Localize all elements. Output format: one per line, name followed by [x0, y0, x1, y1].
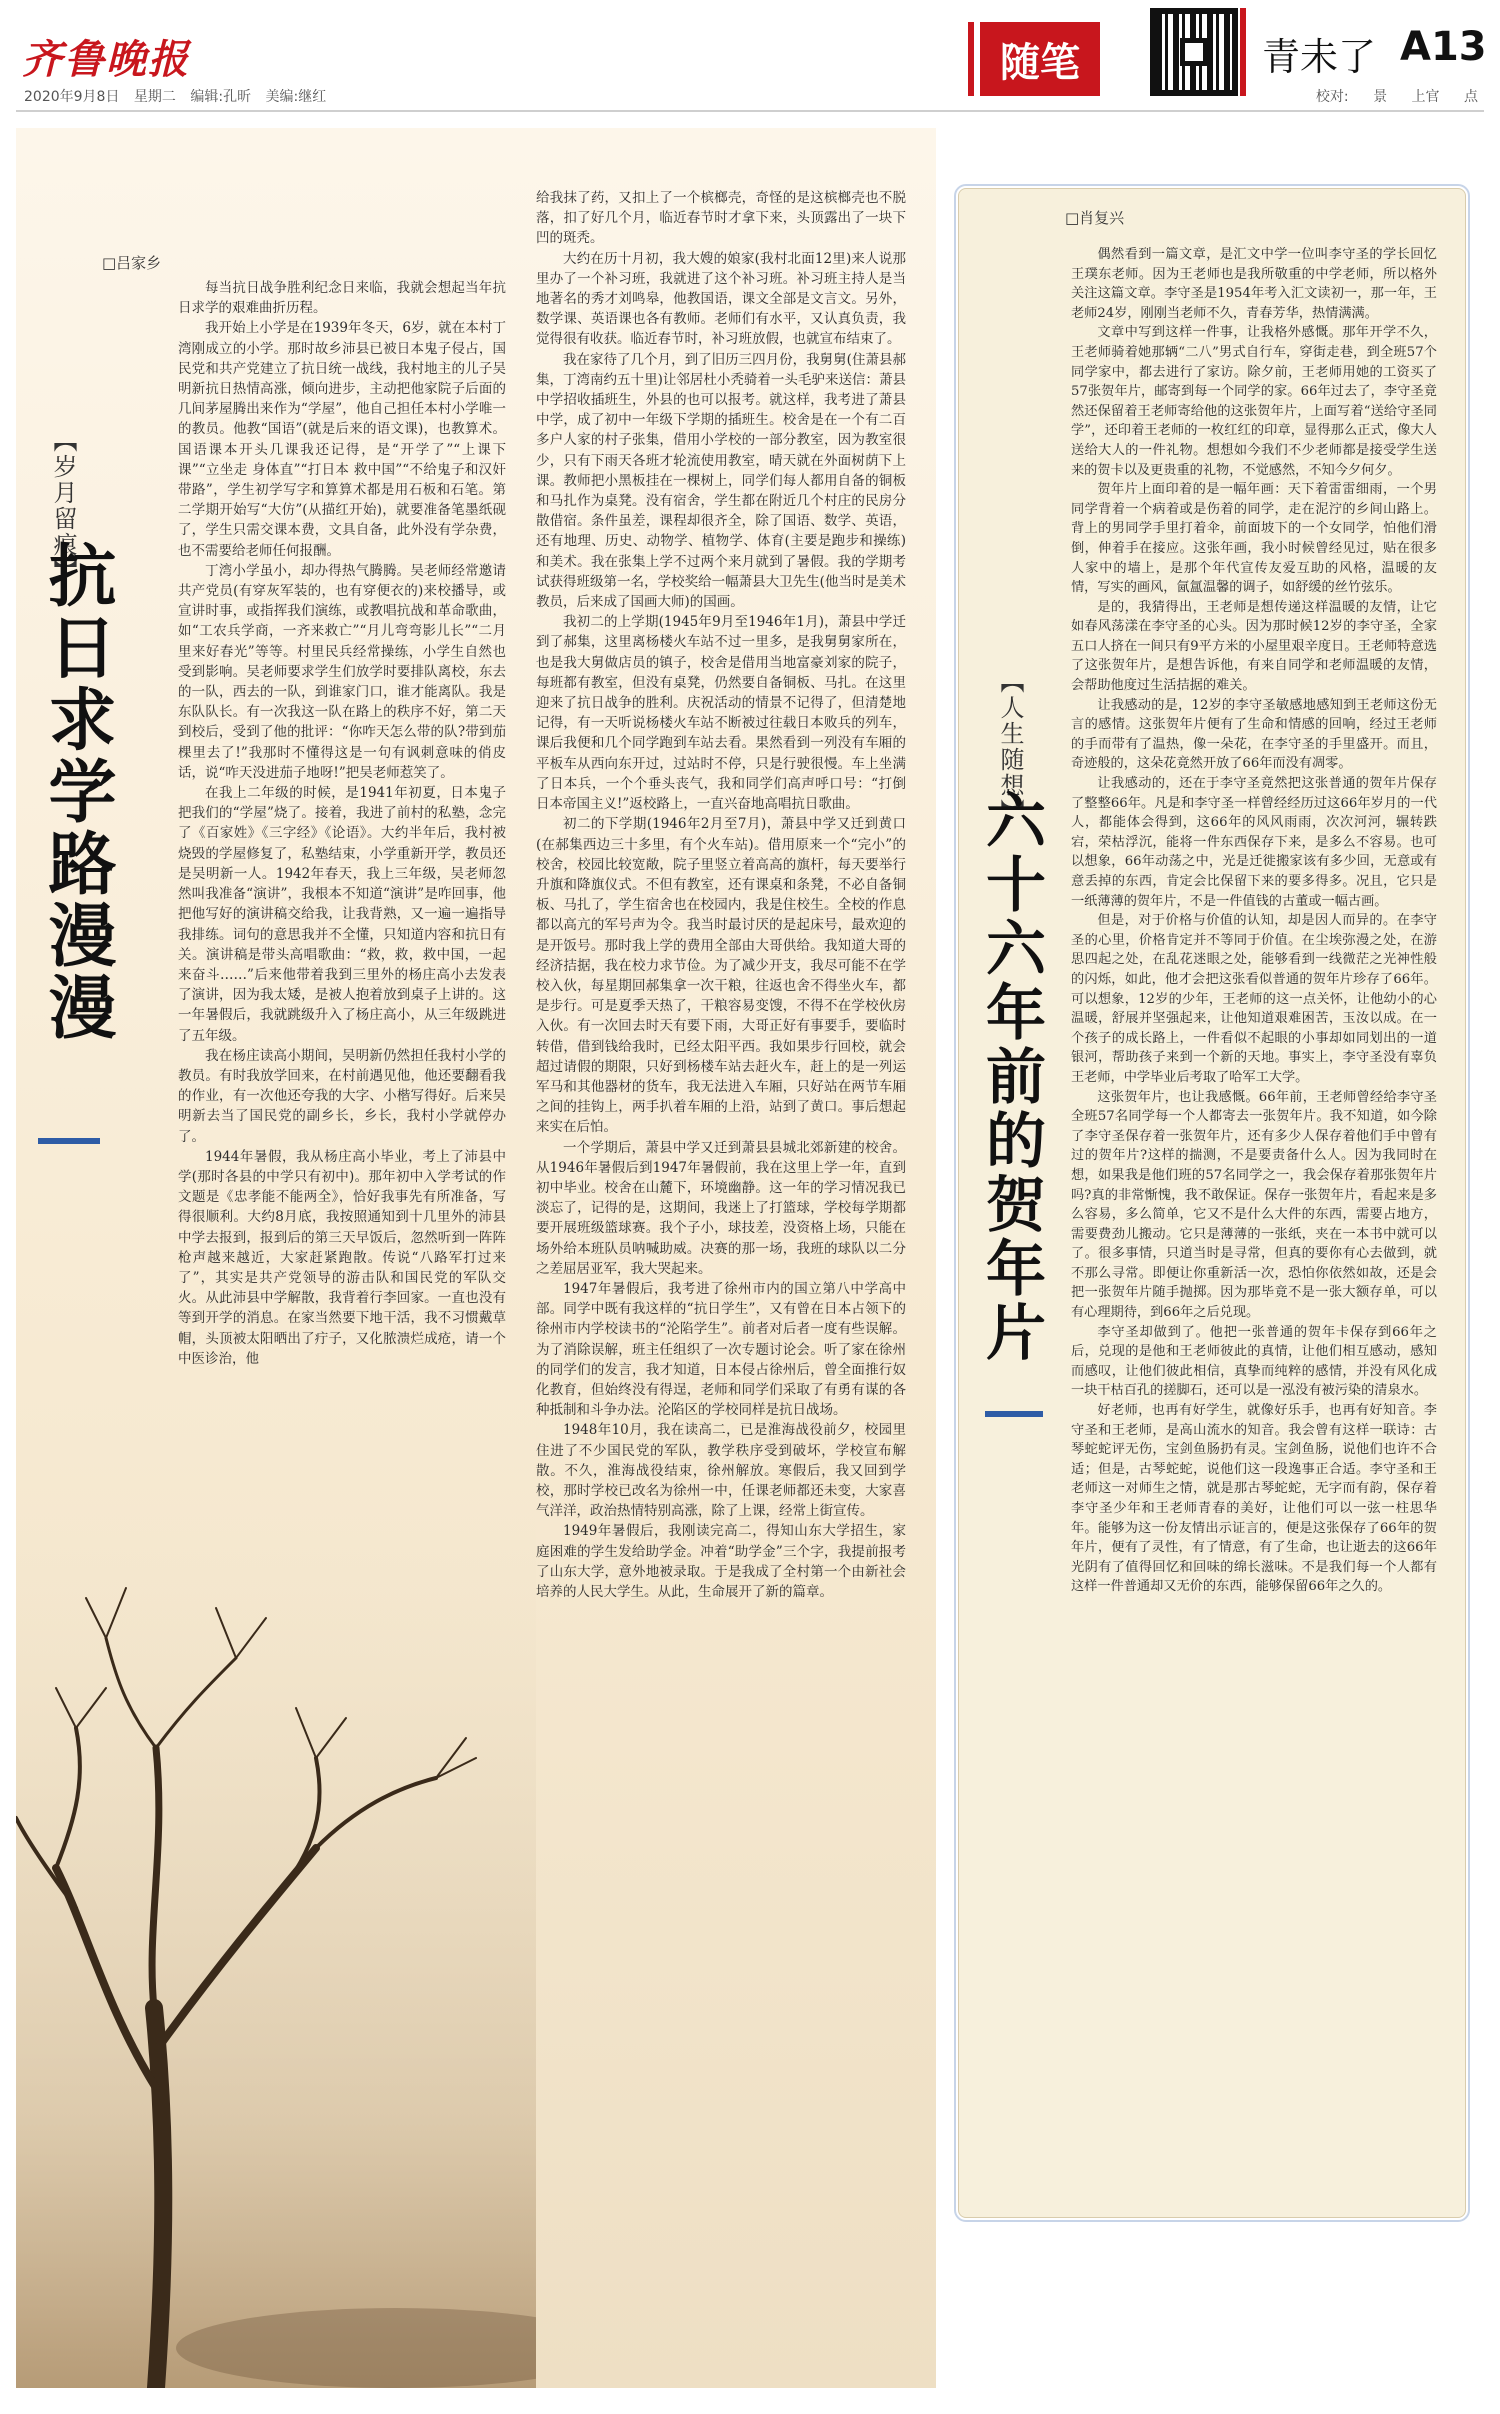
paragraph: 给我抹了药，又扣上了一个槟榔壳，奇怪的是这槟榔壳也不脱落，扣了好几个月，临近春节时才拿下来，头顶露出了一块下凹的斑秃。 — [536, 190, 906, 247]
divider — [1240, 8, 1246, 96]
checker-name: 上官 — [1411, 89, 1440, 105]
right-author: □肖复兴 — [1065, 209, 1125, 227]
right-column-tag: 【人生随想】 — [996, 669, 1024, 825]
page-number: A13 — [1400, 24, 1487, 70]
left-author: □吕家乡 — [102, 254, 162, 272]
paragraph: 我开始上小学是在1939年冬天，6岁，就在本村丁湾刚成立的小学。那时故乡沛县已被日本鬼子侵占，国民党和共产党建立了抗日统一战线，我村地主的儿子吴明新抗日热情高涨，倾向进步，主动把他家院子后面的几间茅屋腾出来作为“学屋”，他自己担任本村小学唯一的教员。他教“国语”(就是后来的语文课)，也教算术。国语课本开头几课我还记得，是“开学了”“上课下课”“立坐走 身体直”“打日本 救中国”“不给鬼子和汉奸带路”，学生初学写字和算算术都是用石板和石笔。第二学期开始写“大仿”(从描红开始)，就要准备笔墨纸砚了，学生只需交课本费，文具自备，此外没有学杂费，也不需要给老师任何报酬。 — [178, 320, 506, 559]
left-article-column-1 — [178, 278, 506, 1369]
masthead — [0, 0, 1500, 120]
paragraph: 1948年10月，我在读高二，已是淮海战役前夕，校园里住进了不少国民党的军队，教学秩序受到破坏，学校宣布解散。不久，淮海战役结束，徐州解放。寒假后，我又回到学校，那时学校已改名为徐州一中，任课老师都还未变，大家喜气洋洋，政治热情特别高涨，除了上课，经常上街宣传。 — [536, 1422, 906, 1520]
paragraph: 每当抗日战争胜利纪念日来临，我就会想起当年抗日求学的艰难曲折历程。 — [178, 280, 506, 317]
section-label: 随笔 — [980, 22, 1100, 96]
paragraph: 这张贺年片，也让我感慨。66年前，王老师曾经给李守圣全班57名同学每一个人都寄去一张贺年片。我不知道，如今除了李守圣保存着一张贺年片，还有多少人保存着他们手中曾有过的贺年片?这样的揣测，不是要责备什么人。因为我同时在想，如果我是他们班的57名同学之一，我会保存着那张贺年片吗?真的非常惭愧，我不敢保证。保存一张贺年片，看起来是多么容易，多么简单，它又不是什么大件的东西，需要占地方，需要费劲儿搬动。它只是薄薄的一张纸，夹在一本书中就可以了。很多事情，只道当时是寻常，但真的要你有心去做到，就不那么寻常。即便让你重新活一次，恐怕你依然如故，还是会把一张贺年片随手抛掷。因为那毕竟不是一张大额存单，可以有心理期待，到66年之后兑现。 — [1071, 1089, 1437, 1321]
paragraph: 我在家待了几个月，到了旧历三四月份，我舅舅(住萧县郝集，丁湾南约五十里)让邻居杜小秃骑着一头毛驴来送信：萧县中学招收插班生，外县的也可以报考。就这样，我考进了萧县中学，成了初中一年级下学期的插班生。校舍是在一个有二百多户人家的村子张集，借用小学校的一部分教室，因为教室很少，只有下雨天各班才轮流使用教室，晴天就在外面树荫下上课。教师把小黑板挂在一棵树上，同学们每人都用自备的铜板和马扎作为桌凳。没有宿舍，学生都在附近几个村庄的民房分散借宿。条件虽差，课程却很齐全，除了国语、数学、英语，还有地理、历史、动物学、植物学、体育(主要是跑步和操练)和美术。我在张集上学不过两个来月就到了暑假。我的学期考试获得班级第一名，学校奖给一幅萧县大卫先生(他当时是美术教员，后来成了国画大师)的国画。 — [536, 351, 906, 611]
header-rule — [16, 110, 1484, 112]
paragraph: 我初二的上学期(1945年9月至1946年1月)，萧县中学迁到了郝集，这里离杨楼火车站不过一里多，是我舅舅家所在，也是我大舅做店员的镇子，校舍是借用当地富豪刘家的院子，每班都有教室，但没有桌凳，仍然要自备铜板、马扎。在这里迎来了抗日战争的胜利。庆祝活动的情景不记得了，但清楚地记得，有一天听说杨楼火车站不断被过往载日本败兵的列车，课后我便和几个同学跑到车站去看。果然看到一列没有车厢的平板车从西向东开过，过站时不停，只是行驶很慢。车上坐满了日本兵，一个个垂头丧气，我和同学们高声呼口号：“打倒日本帝国主义!”返校路上，一直兴奋地高唱抗日歌曲。 — [536, 614, 906, 813]
paragraph: 是的，我猜得出，王老师是想传递这样温暖的友情，让它如春风荡漾在李守圣的心头。因为那时候12岁的李守圣，全家五口人挤在一间只有9平方米的小屋里艰辛度日。王老师特意选了这张贺年片，是想告诉他，有来自同学和老师温暖的友情，会帮助他度过生活拮据的难关。 — [1071, 599, 1437, 694]
right-article-panel — [958, 188, 1466, 2218]
proof-credit — [1316, 86, 1478, 106]
paragraph: 文章中写到这样一件事，让我格外感慨。那年开学不久，王老师骑着她那辆“二八”男式自行车，穿街走巷，到全班57个同学家中，都去进行了家访。除夕前，王老师用她的工资买了57张贺年片，邮寄到每一个同学的家。66年过去了，李守圣竟然还保留着王老师寄给他的这张贺年片，上面写着“送给守圣同学”，还印着王老师的一枚红红的印章，显得那么正式，像大人送给大人的一件礼物。想想如今我们不少老师都是接受学生送来的贺卡以及更贵重的礼物，不觉感然，不知今夕何夕。 — [1071, 325, 1437, 478]
signoff: 点 — [1464, 89, 1478, 105]
paragraph: 初二的下学期(1946年2月至7月)，萧县中学又迁到黄口(在郝集西边三十多里，有个火车站)。借用原来一个“完小”的校舍，校园比较宽敞，院子里竖立着高高的旗杆，每天要举行升旗和降旗仪式。不但有教室，还有课桌和条凳，不必自备铜板、马扎了，学生宿舍也在校园内，我是住校生。全校的作息都以高亢的军号声为令。我当时最讨厌的是起床号，最欢迎的是开饭号。那时我上学的费用全部由大哥供给。我知道大哥的经济拮据，我在校力求节俭。为了减少开支，我尽可能不在学校入伙，每星期回郝集拿一次干粮，往返也舍不得坐火车，都是步行。可是夏季天热了，干粮容易变馊，不得不在学校伙房入伙。有一次回去时天有要下雨，大哥正好有事要手，要临时转借，借到钱给我时，已经太阳平西。我如果步行回校，就会超过请假的期限，只好到杨楼车站去赶火车，赶上的是一列运军马和其他器材的货车，我无法进入车厢，只好站在两节车厢之间的挂钩上，两手扒着车厢的上沿，站到了黄口。事后想起来实在后怕。 — [536, 816, 906, 1136]
paragraph: 但是，对于价格与价值的认知，却是因人而异的。在李守圣的心里，价格肯定并不等同于价值。在尘埃弥漫之处，在游思四起之处，在乱花迷眼之处，能够看到一线微茫之光神性般的闪烁，如此，他才会把这张看似普通的贺年片珍存了66年。可以想象，12岁的少年，王老师的这一点关怀，让他幼小的心温暖，舒展并坚强起来，让他知道艰难困苦，玉汝以成。在一个孩子的成长路上，一件看似不起眼的小事却如同划出的一道银河，帮助孩子来到一个新的天地。事实上，李守圣没有辜负王老师，中学毕业后考取了哈军工大学。 — [1071, 913, 1437, 1085]
tree-illustration — [16, 1488, 536, 2388]
issue-date: 2020年9月8日 — [24, 89, 120, 105]
column-name: 青未了 — [1262, 35, 1377, 79]
left-article-title: 抗日求学路漫漫 — [37, 540, 116, 1044]
left-column-tag: 【岁月留痕】 — [49, 428, 77, 584]
left-article-panel — [16, 128, 936, 2388]
paragraph: 1944年暑假，我从杨庄高小毕业，考上了沛县中学(那时各县的中学只有初中)。那年初中入学考试的作文题是《忠孝能不能两全》，恰好我事先有所准备，写得很顺利。大约8月底，我按照通知到十几里外的沛县中学去报到，报到后的第三天早饭后，忽然听到一阵阵枪声越来越近，大家赶紧跑散。传说“八路军打过来了”，其实是共产党领导的游击队和国民党的军队交火。从此沛县中学解散，我背着行李回家。一直也没有等到开学的消息。在家当然要下地干活，我不习惯戴草帽，头顶被太阳晒出了疔子，又化脓溃烂成疮，请一个中医诊治，他 — [178, 1148, 506, 1367]
paragraph: 在我上二年级的时候，是1941年初夏，日本鬼子把我们的“学屋”烧了。接着，我进了前村的私塾，念完了《百家姓》《三字经》《论语》。大约半年后，我村被烧毁的学屋修复了，私塾结束，小学重新开学，教员还是吴明新一人。1942年春天，我上三年级，吴老师忽然叫我准备“演讲”，我根本不知道“演讲”是咋回事，他把他写好的演讲稿交给我，让我背熟，又一遍一遍指导我排练。词句的意思我并不全懂，只知道内容和抗日有关。演讲稿是带头高唱歌曲：“救，救，救中国，一起来奋斗……”后来他带着我到三里外的杨庄高小去发表了演讲，因为我太矮，是被人抱着放到桌子上讲的。这一年暑假后，我就跳级升入了杨庄高小，从三年级跳进了五年级。 — [178, 785, 506, 1044]
paragraph: 我在杨庄读高小期间，吴明新仍然担任我村小学的教员。有时我放学回来，在村前遇见他，他还要翻看我的作业，有一次他还夸我的大字、小楷写得好。后来吴明新去当了国民党的副乡长，乡长，我村小学就停办了。 — [178, 1047, 506, 1145]
right-article-title: 六十六年前的贺年片 — [976, 789, 1046, 1365]
title-accent-bar — [38, 1138, 100, 1144]
paragraph: 1949年暑假后，我刚读完高二，得知山东大学招生，家庭困难的学生发给助学金。冲着“助学金”三个字，我提前报考了山东大学，意外地被录取。于是我成了全村第一个由新社会培养的人民大学生。从此，生命展开了新的篇章。 — [536, 1523, 906, 1601]
paragraph: 偶然看到一篇文章，是汇文中学一位叫李守圣的学长回忆王璞东老师。因为王老师也是我所敬重的中学老师，所以格外关注这篇文章。李守圣是1954年考入汇文读初一，那一年，王老师24岁，刚刚当老师不久，青春芳华，热情满满。 — [1071, 247, 1437, 321]
issue-weekday: 星期二 — [133, 89, 176, 105]
paragraph: 一个学期后，萧县中学又迁到萧县县城北郊新建的校舍。从1946年暑假后到1947年暑假前，我在这里上学一年，直到初中毕业。校舍在山麓下，环境幽静。这一年的学习情况我已淡忘了，记得的是，这期间，我迷上了打篮球，学校每学期都要开展班级篮球赛。我个子小，球技差，没资格上场，只能在场外给本班队员呐喊助威。决赛的那一场，我班的球队以二分之差屈居亚军，我大哭起来。 — [536, 1139, 906, 1277]
editor-credit: 编辑:孔昕 — [190, 89, 252, 105]
paragraph: 好老师，也再有好学生，就像好乐手，也再有好知音。李守圣和王老师，是高山流水的知音。我会曾有这样一联诗：古琴蛇蛇评无伤，宝剑鱼肠扔有灵。宝剑鱼肠，说他们也许不合适；但是，古琴蛇蛇，说他们这一段逸事正合适。李守圣和王老师这一对师生之情，就是那古琴蛇蛇，无字而有韵，保存着李守圣少年和王老师青春的美好，让他们可以一弦一柱思华年。能够为这一份友情出示证言的，便是这张保存了66年的贺年片，便有了灵性，有了情意，有了生命，也让逝去的这66年光阴有了值得回忆和回味的绵长滋味。不是我们每一个人都有这样一件普通却又无价的东西，能够保留66年之久的。 — [1071, 1403, 1437, 1595]
newspaper-logo: 齐鲁晚报 — [22, 36, 190, 83]
paragraph: 贺年片上面印着的是一幅年画：天下着雷雷细雨，一个男同学背着一个病着或是伤着的同学，走在泥泞的乡间山路上。背上的男同学手里打着伞，前面坡下的一个女同学，怕他们滑倒，伸着手在接应。这张年画，我小时候曾经见过，贴在很多人家中的墙上，是那个年代宣传友爱互助的风格，温暖的友情，写实的画风，氤氲温馨的调子，如舒缓的丝竹弦乐。 — [1071, 482, 1437, 596]
proof-label: 校对: — [1315, 89, 1349, 105]
paragraph: 李守圣却做到了。他把一张普通的贺年卡保存到66年之后，兑现的是他和王老师彼此的真情，让他们相互感动，感知而感叹，让他们彼此相信，真挚而纯粹的感情，并没有风化成一块干枯百孔的搓脚石，还可以是一泓没有被污染的清泉水。 — [1071, 1324, 1437, 1399]
art-editor-credit: 美编:继红 — [265, 89, 327, 105]
left-article-column-2 — [536, 188, 906, 1602]
right-article-body — [1071, 245, 1437, 1597]
proofer-name: 景 — [1373, 89, 1388, 105]
qr-code-icon — [1150, 8, 1238, 96]
dateline — [24, 86, 326, 106]
paragraph: 丁湾小学虽小，却办得热气腾腾。吴老师经常邀请共产党员(有穿灰军装的，也有穿便衣的)来校播导，或宣讲时事，或指挥我们演练，或教唱抗战和革命歌曲，如“工农兵学商，一齐来救亡”“月儿弯弯影儿长”“二月里来好春光”等等。村里民兵经常操练，小学生自然也受到影响。吴老师要求学生们放学时要排队离校，东去的一队，西去的一队，到谁家门口，谁才能离队。我是东队队长。有一次我这一队在路上的秩序不好，第二天到校后，受到了他的批评：“你咋天怎么带的队?带到茄棵里去了!”我那时不懂得这是一句有讽刺意味的俏皮话，说“咋天没进茄子地呀!”把吴老师惹笑了。 — [178, 562, 506, 781]
title-accent-bar — [985, 1411, 1043, 1417]
paragraph: 1947年暑假后，我考进了徐州市内的国立第八中学高中部。同学中既有我这样的“抗日学生”，又有曾在日本占领下的徐州市内学校读书的“沦陷学生”。前者对后者一度有些误解。为了消除误解，班主任组织了一次专题讨论会。听了家在徐州的同学们的发言，我才知道，日本侵占徐州后，曾全面推行奴化教育，但始终没有得逞，老师和同学们采取了有勇有谋的各种抵制和斗争办法。沦陷区的学校同样是抗日战场。 — [536, 1280, 906, 1419]
paragraph: 让我感动的是，12岁的李守圣敏感地感知到王老师这份无言的感情。这张贺年片便有了生命和情感的回响，经过王老师的手而带有了温热，像一朵花，在李守圣的手里盛开。而且，奇迹般的，这朵花竟然开放了66年而没有凋零。 — [1071, 697, 1437, 772]
paragraph: 让我感动的，还在于李守圣竟然把这张普通的贺年片保存了整整66年。凡是和李守圣一样曾经经历过这66年岁月的一代人，都能体会得到，这66年的风风雨雨，次次河河，辗转跌宕，荣枯浮沉，能将一件东西保存下来，是多么不容易。也可以想象，66年动荡之中，光是迁徙搬家该有多少回，无意或有意丢掉的东西，肯定会比保留下来的要多得多。况且，它只是一纸薄薄的贺年片，不是一件值钱的古董或一幅古画。 — [1071, 776, 1437, 909]
paragraph: 大约在历十月初，我大嫂的娘家(我村北面12里)来人说那里办了一个补习班，我就进了这个补习班。补习班主持人是当地著名的秀才刘鸣皋，他教国语，课文全部是文言文。另外，数学课、英语课也各有教师。老师们有水平，又认真负责，我觉得很有收获。临近春节时，补习班放假，也就宣布结束了。 — [536, 250, 906, 348]
